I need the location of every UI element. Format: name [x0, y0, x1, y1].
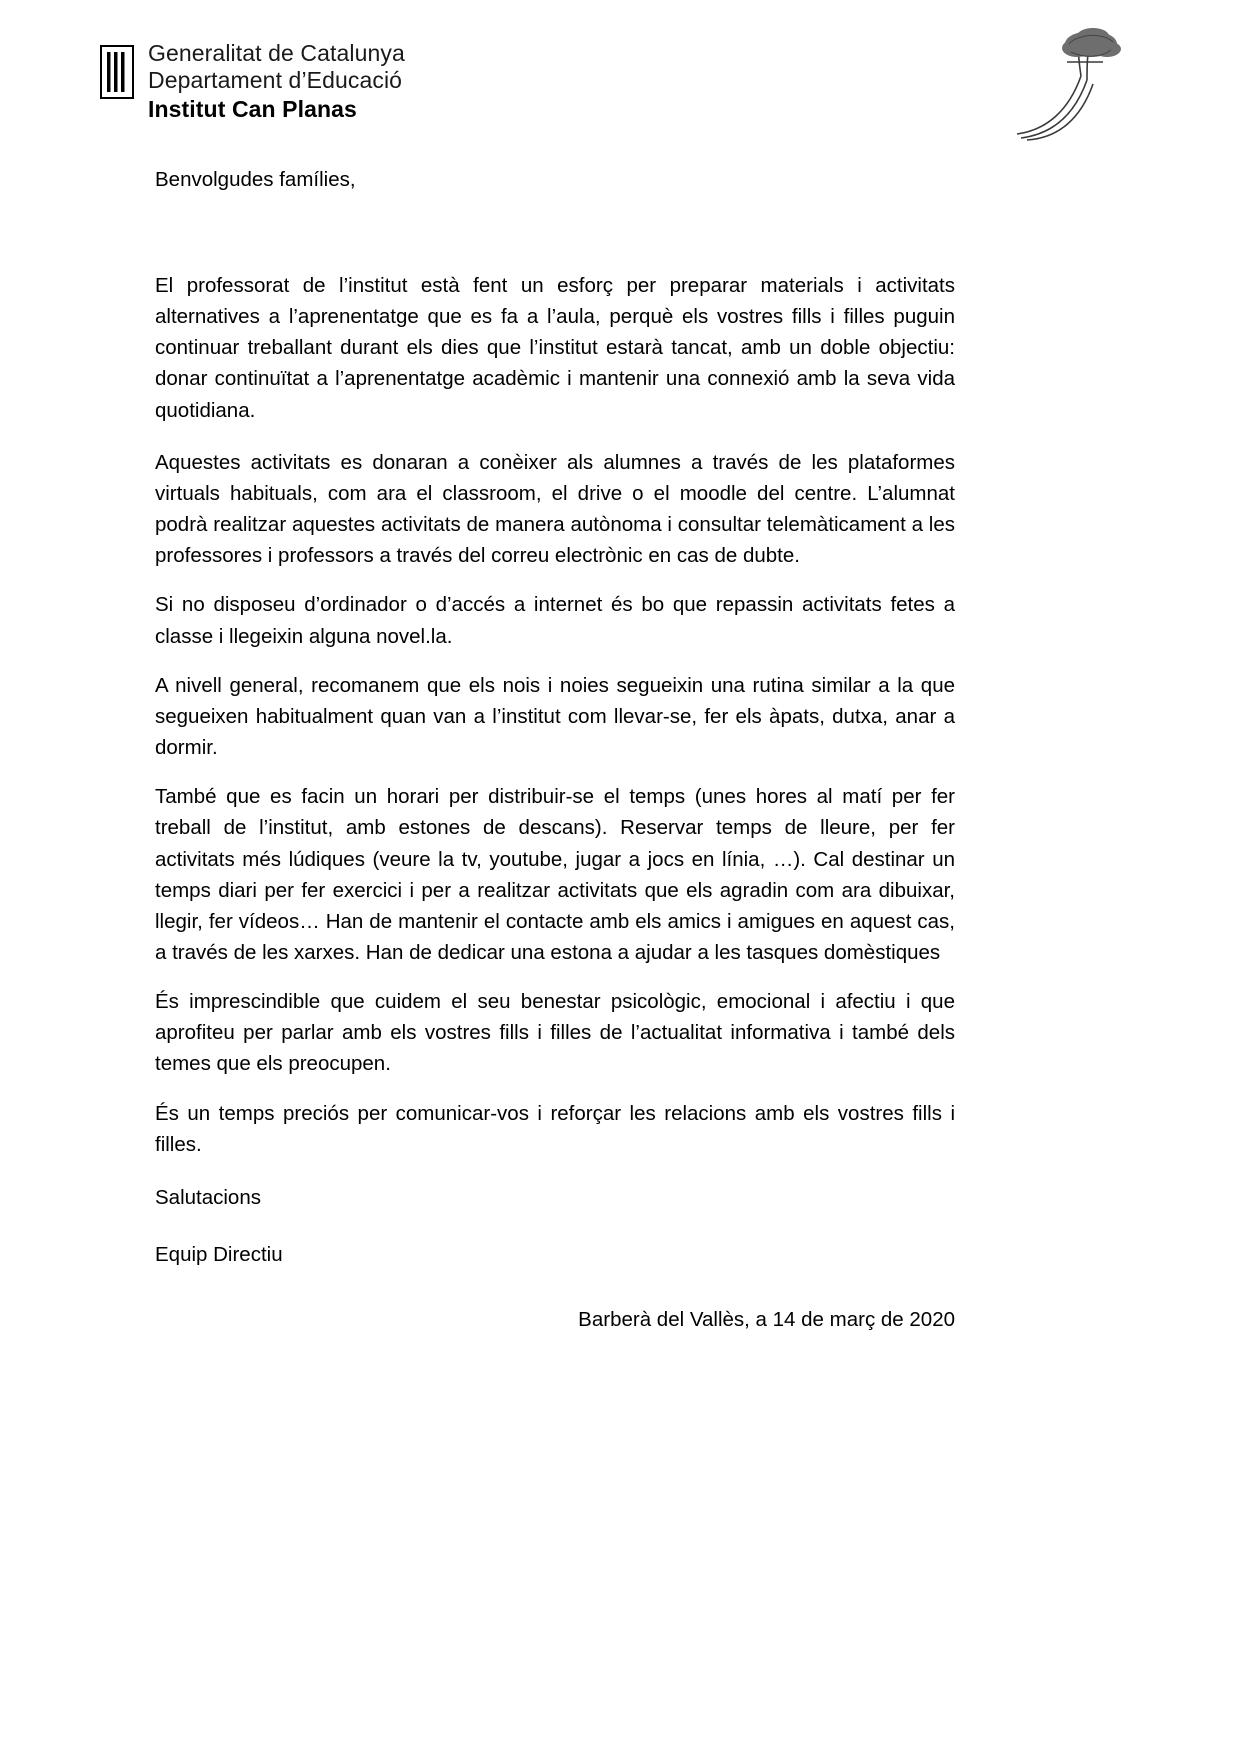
salutation: Benvolgudes famílies,	[155, 168, 356, 191]
letter-body	[155, 168, 955, 1332]
tree-logo-icon	[1007, 22, 1137, 147]
paragraph: És un temps preciós per comunicar-vos i reforçar les relacions amb els vostres fills i filles.	[155, 1101, 955, 1156]
brand-block	[100, 40, 405, 123]
paragraph: A nivell general, recomanem que els nois i noies segueixin una rutina similar a la que segueixen habitualment quan van a l’institut com llevar-se, fer els àpats, dutxa, anar a dormir.	[155, 673, 955, 760]
org-line-generalitat: Generalitat de Catalunya	[148, 40, 405, 66]
letterhead	[0, 0, 1242, 150]
catalonia-shield-icon	[100, 45, 134, 99]
paragraph: Aquestes activitats es donaran a conèixer als alumnes a través de les plataformes virtuals habituals, com ara el classroom, el drive o el moodle del centre. L’alumnat podrà realitzar aquestes activitats de manera autònoma i consultar telemàticament a les professores i professors a través del correu electrònic en cas de dubte.	[155, 450, 955, 568]
org-line-departament: Departament d’Educació	[148, 66, 403, 93]
closing-line: Salutacions	[155, 1185, 261, 1209]
paragraph: També que es facin un horari per distribuir-se el temps (unes hores al matí per fer treball de l’institut, amb estones de descans). Reservar temps de lleure, per fer activitats més lúdiques (veure la tv, youtube, jugar a jocs en línia, …). Cal destinar un temps diari per fer exercici i per a realitzar activitats que els agradin com ara dibuixar, llegir, fer vídeos… Han de mantenir el contacte amb els amics i amigues en aquest cas, a través de les xarxes. Han de dedicar una estona a ajudar a les tasques domèstiques	[155, 785, 955, 964]
paragraph: Si no disposeu d’ordinador o d’accés a internet és bo que repassin activitats fetes a classe i llegeixin alguna novel.la.	[155, 593, 955, 648]
date-place-line: Barberà del Vallès, a 14 de març de 2020	[578, 1308, 955, 1332]
paragraph: El professorat de l’institut està fent un esforç per preparar materials i activitats alternatives a l’aprenentatge que es fa a l’aula, perquè els vostres fills i filles puguin continuar treballant durant els dies que l’institut estarà tancat, amb un doble objectiu: donar continuïtat a l’aprenentatge acadèmic i mantenir una connexió amb la seva vida quotidiana.	[155, 274, 955, 422]
paragraph: És imprescindible que cuidem el seu benestar psicològic, emocional i afectiu i que aprofiteu per parlar amb els vostres fills i filles de l’actualitat informativa i també dels temes que els preocupen.	[155, 990, 955, 1076]
signature-line: Equip Directiu	[155, 1243, 283, 1267]
org-line-institut: Institut Can Planas	[148, 96, 357, 123]
spacer	[155, 192, 955, 270]
signature-block	[155, 1182, 955, 1270]
